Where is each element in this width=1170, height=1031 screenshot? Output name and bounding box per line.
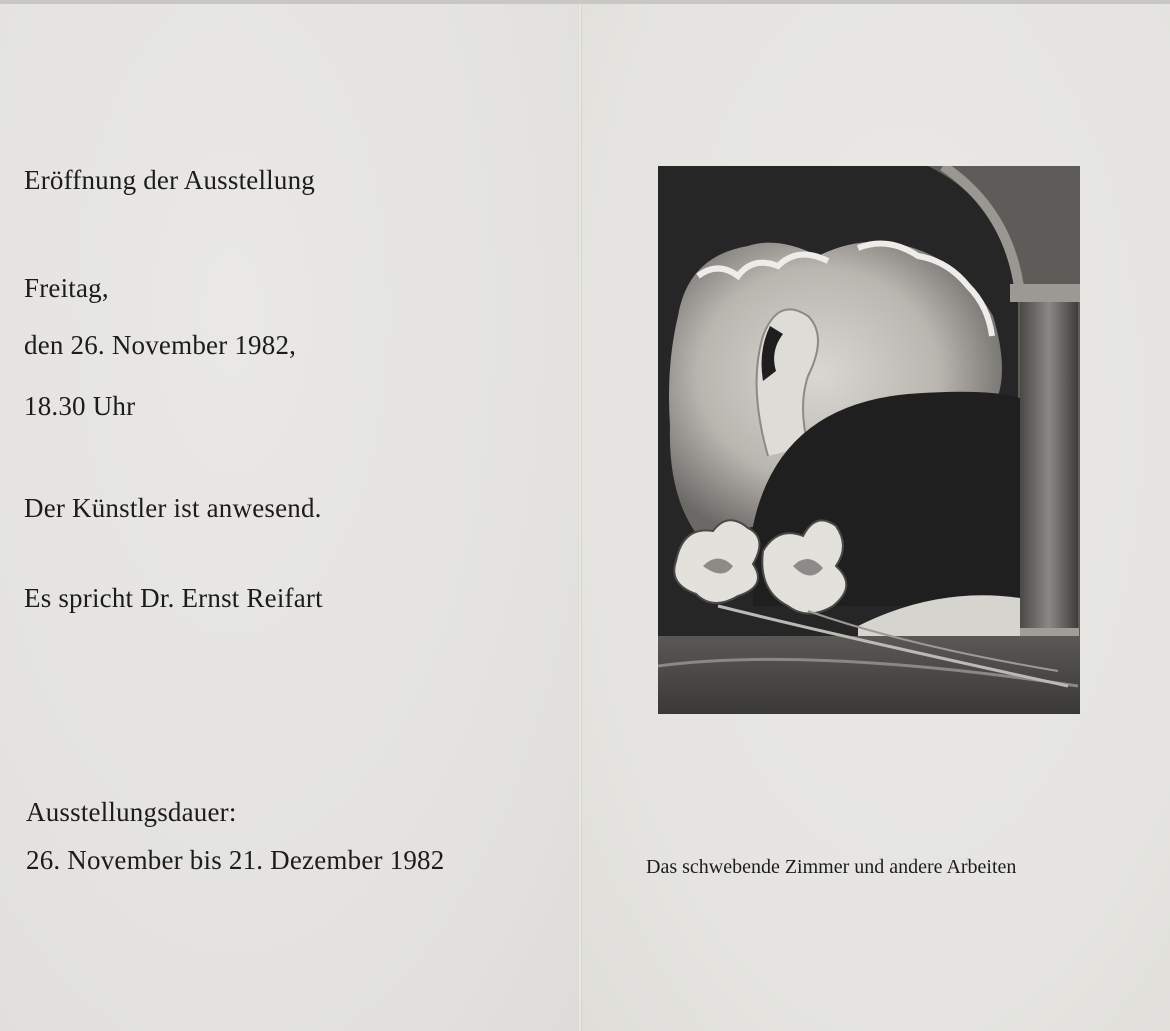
left-panel [0, 4, 580, 1031]
weekday-text: Freitag, [24, 273, 109, 303]
artwork-illustration [658, 166, 1080, 714]
artwork-etching [658, 166, 1080, 714]
invitation-card [0, 4, 1170, 1031]
speaker-text: Es spricht Dr. Ernst Reifart [24, 583, 323, 613]
duration-dates: 26. November bis 21. Dezember 1982 [26, 845, 445, 875]
date-text: den 26. November 1982, [24, 330, 297, 360]
opening-heading: Eröffnung der Ausstellung [24, 165, 315, 195]
exhibition-caption: Das schwebende Zimmer und andere Arbeiten [646, 856, 1017, 878]
duration-label: Ausstellungsdauer: [26, 797, 237, 827]
artist-present-text: Der Künstler ist anwesend. [24, 493, 322, 523]
time-text: 18.30 Uhr [24, 391, 136, 421]
